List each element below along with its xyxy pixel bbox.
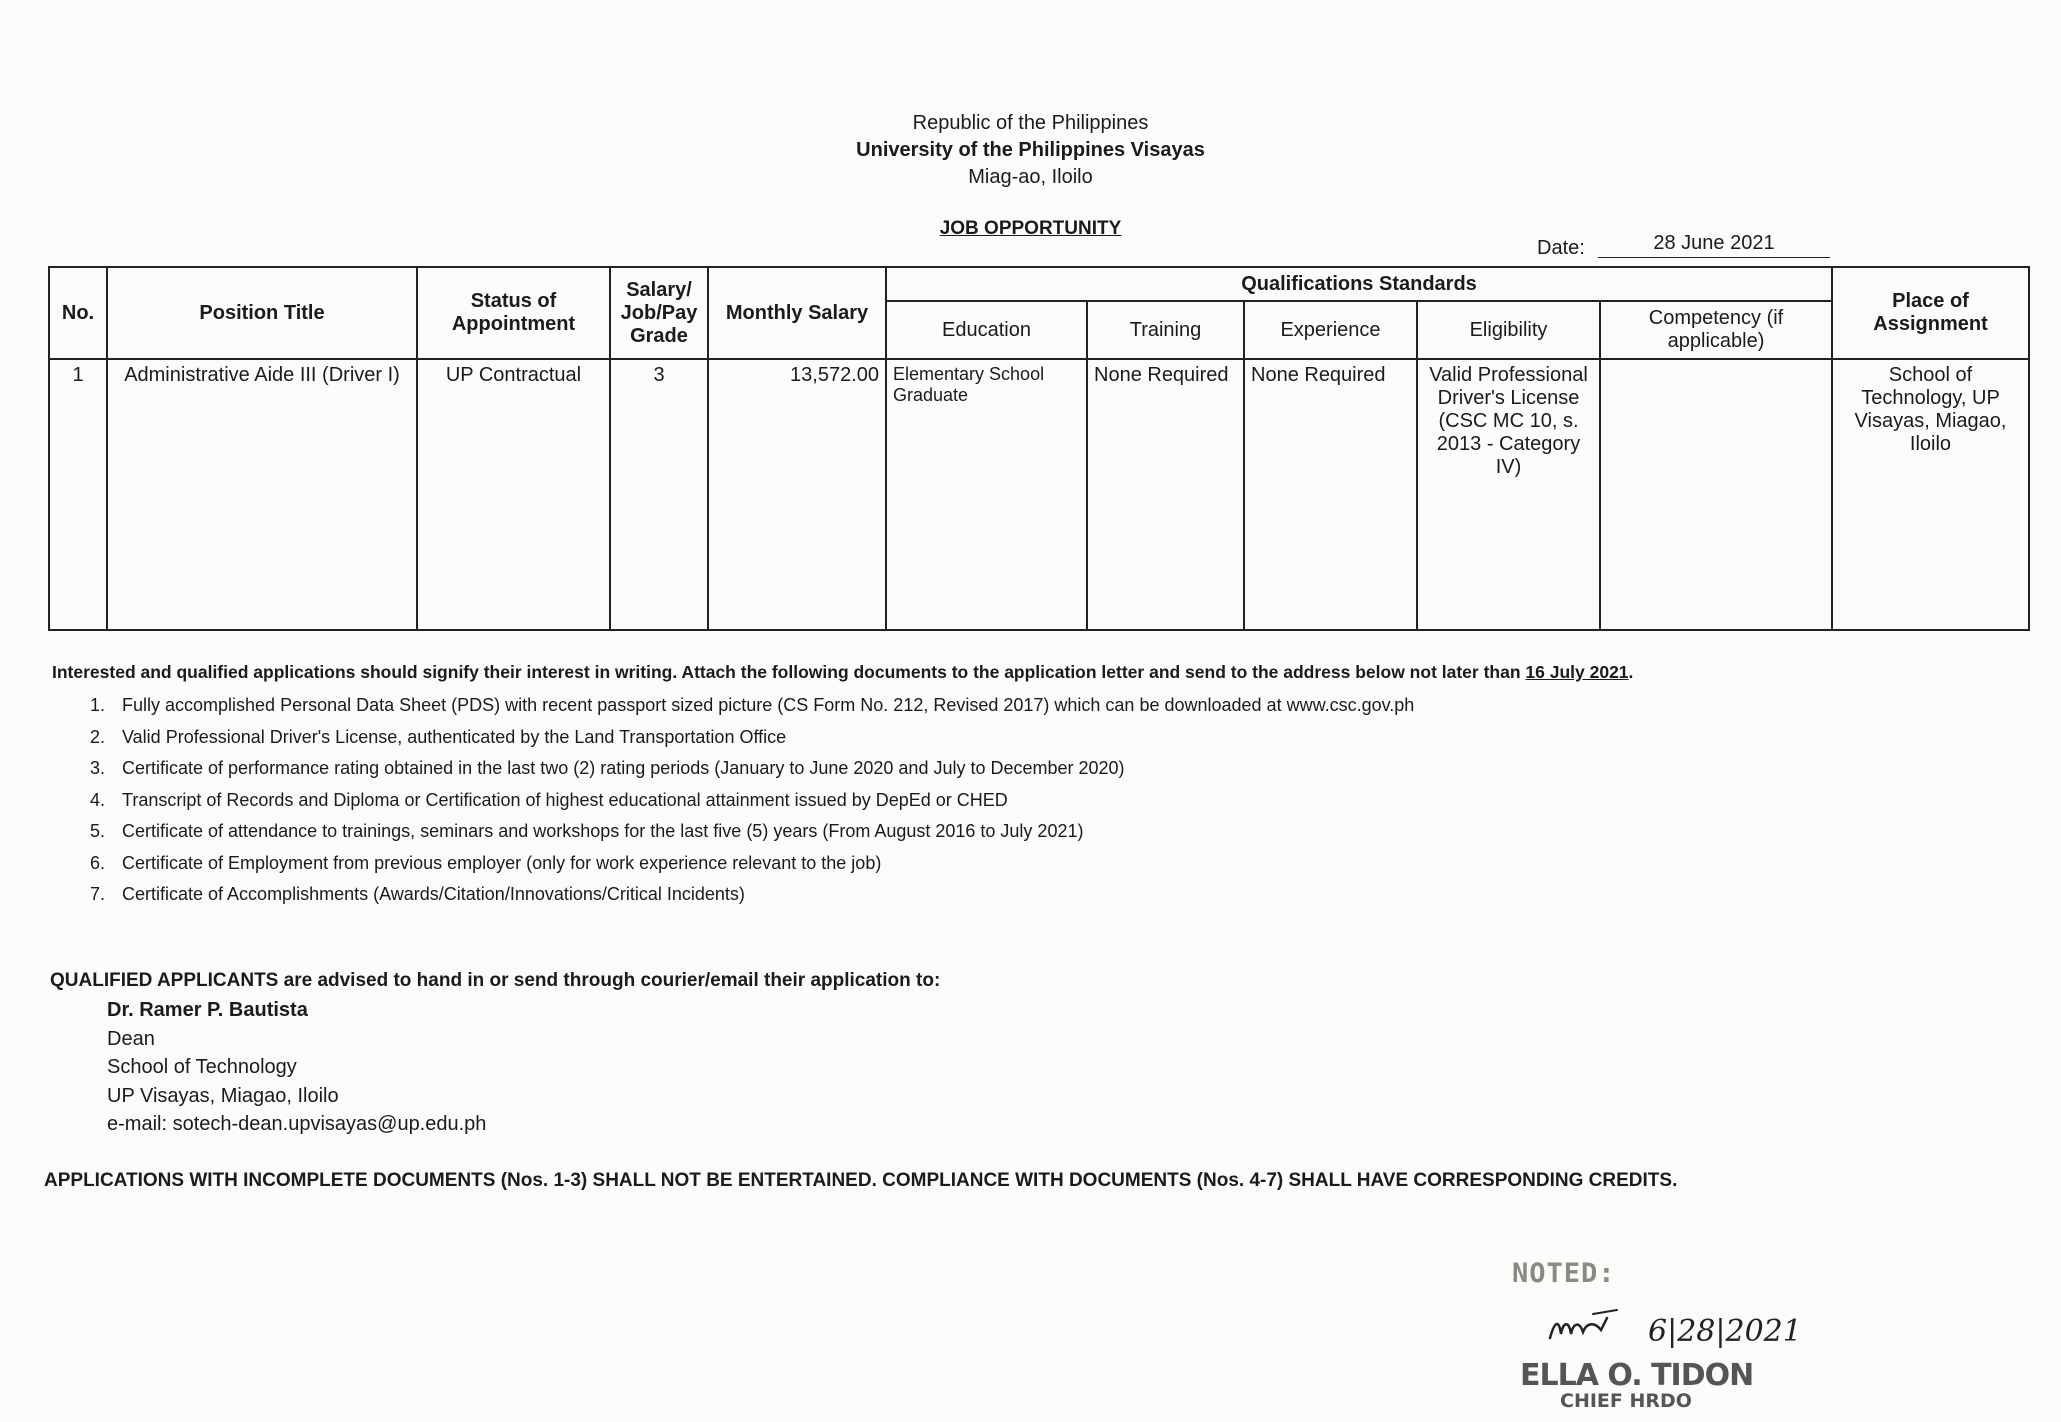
contact-name: Dr. Ramer P. Bautista bbox=[107, 999, 308, 1021]
deadline-date: 16 July 2021 bbox=[1525, 662, 1629, 682]
signatory-name: ELLA O. TIDON bbox=[1520, 1358, 1754, 1393]
header-training: Training bbox=[1087, 301, 1244, 359]
cell-grade: 3 bbox=[610, 359, 708, 630]
header-position-title: Position Title bbox=[107, 267, 417, 359]
job-table bbox=[48, 266, 2030, 631]
instructions-text: Interested and qualified applications should signify their interest in writing. Attach the following documents to the application letter and send to the address below not later than bbox=[52, 662, 1521, 682]
header-competency: Competency (if applicable) bbox=[1600, 301, 1832, 359]
requirements-list bbox=[64, 690, 1610, 911]
contact-address-block bbox=[107, 996, 486, 1139]
list-item: 5. Certificate of attendance to trainings, seminars and workshops for the last five (5) years (From August 2016 to July 2021) bbox=[110, 816, 1610, 848]
cell-salary: 13,572.00 bbox=[708, 359, 886, 630]
list-item: 4. Transcript of Records and Diploma or Certification of highest educational attainment issued by DepEd or CHED bbox=[110, 785, 1610, 817]
header-experience: Experience bbox=[1244, 301, 1417, 359]
instructions-end: . bbox=[1628, 662, 1634, 682]
signature-date: 6|28|2021 bbox=[1648, 1314, 1802, 1349]
header-education: Education bbox=[886, 301, 1087, 359]
notice-title: JOB OPPORTUNITY bbox=[939, 218, 1122, 239]
header-place: Place of Assignment bbox=[1832, 267, 2029, 359]
cell-experience: None Required bbox=[1244, 359, 1417, 630]
instructions-paragraph bbox=[52, 662, 1633, 683]
header-status: Status of Appointment bbox=[417, 267, 610, 359]
header-monthly-salary: Monthly Salary bbox=[708, 267, 886, 359]
university-location: Miag-ao, Iloilo bbox=[968, 166, 1093, 188]
date-label: Date: bbox=[1537, 237, 1585, 259]
header-no: No. bbox=[49, 267, 107, 359]
noted-stamp: NOTED: bbox=[1512, 1258, 1616, 1289]
cell-place: School of Technology, UP Visayas, Miagao, Iloilo bbox=[1832, 359, 2029, 630]
cell-competency bbox=[1600, 359, 1832, 630]
contact-intro: QUALIFIED APPLICANTS are advised to hand in or send through courier/email their application to: bbox=[50, 970, 941, 991]
cell-eligibility: Valid Professional Driver's License (CSC MC 10, s. 2013 - Category IV) bbox=[1417, 359, 1600, 630]
list-item: 3. Certificate of performance rating obtained in the last two (2) rating periods (January to June 2020 and July to December 2020) bbox=[110, 753, 1610, 785]
signatory-title: CHIEF HRDO bbox=[1560, 1390, 1692, 1412]
contact-title: Dean bbox=[107, 1027, 155, 1050]
cell-no: 1 bbox=[49, 359, 107, 630]
table-row bbox=[49, 359, 2029, 630]
republic-line: Republic of the Philippines bbox=[912, 112, 1149, 134]
cell-status: UP Contractual bbox=[417, 359, 610, 630]
signature-mark bbox=[1545, 1300, 1635, 1350]
cell-position: Administrative Aide III (Driver I) bbox=[107, 359, 417, 630]
header-eligibility: Eligibility bbox=[1417, 301, 1600, 359]
list-item: 2. Valid Professional Driver's License, authenticated by the Land Transportation Office bbox=[110, 722, 1610, 754]
contact-email: e-mail: sotech-dean.upvisayas@up.edu.ph bbox=[107, 1113, 487, 1135]
list-item: 6. Certificate of Employment from previous employer (only for work experience relevant to the job) bbox=[110, 848, 1610, 880]
header-grade: Salary/ Job/Pay Grade bbox=[610, 267, 708, 359]
contact-address: UP Visayas, Miagao, Iloilo bbox=[107, 1084, 339, 1107]
list-item: 1. Fully accomplished Personal Data Sheet (PDS) with recent passport sized picture (CS Form No. 212, Revised 2017) which can be downloaded at www.csc.gov.ph bbox=[110, 690, 1610, 722]
cell-training: None Required bbox=[1087, 359, 1244, 630]
university-name: University of the Philippines Visayas bbox=[856, 139, 1205, 161]
list-item: 7. Certificate of Accomplishments (Awards/Citation/Innovations/Critical Incidents) bbox=[110, 879, 1610, 911]
date-value: 28 June 2021 bbox=[1598, 232, 1830, 258]
cell-education: Elementary School Graduate bbox=[886, 359, 1087, 630]
header-qualifications: Qualifications Standards bbox=[886, 267, 1832, 301]
warning-notice: APPLICATIONS WITH INCOMPLETE DOCUMENTS (Nos. 1-3) SHALL NOT BE ENTERTAINED. COMPLIANCE WITH DOCUMENTS (Nos. 4-7) SHALL HAVE CORRESPONDING CREDITS. bbox=[44, 1170, 1678, 1191]
contact-office: School of Technology bbox=[107, 1056, 297, 1078]
